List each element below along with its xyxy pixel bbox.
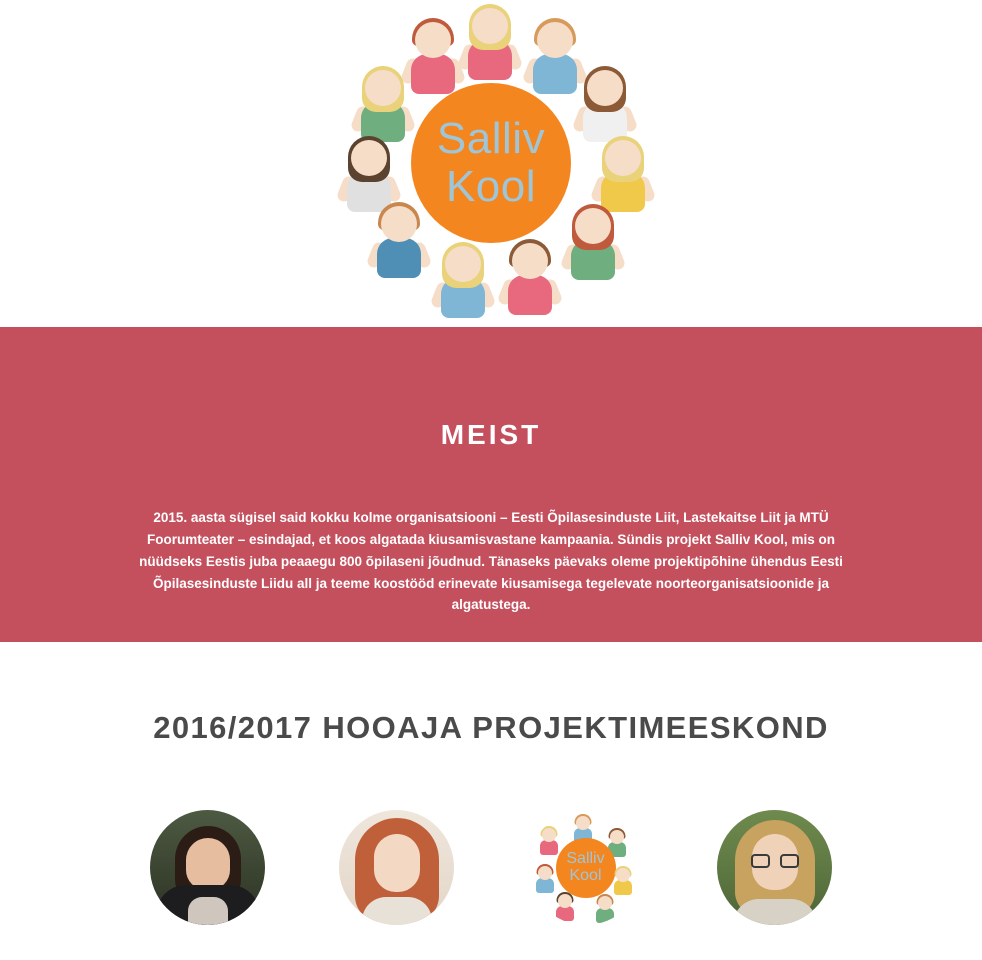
mini-logo-line1: Salliv (566, 849, 605, 867)
logo-circle (411, 83, 571, 243)
about-body-text: 2015. aasta sügisel said kokku kolme organisatsiooni – Eesti Õpilasesinduste Liit, Lastekaitse Liit ja MTÜ Foorumteater – esindajad, et koos algatada kiusamisvastane kampaania. Sündis projekt Salliv Kool, mis on nüüdseks Eestis juba peaaegu 800 õpilaseni jõudnud. Tänaseks päevaks oleme projektipõhine ühendus Eesti Õpilasesinduste Liidu all ja teeme koostööd erinevate kiusamisega tegelevate noorteorganisatsioonide ja algatustega. (139, 510, 843, 613)
mini-logo-circle (556, 838, 616, 898)
team-member-4-avatar[interactable] (717, 810, 832, 925)
logo-text-line2: Kool (445, 162, 537, 211)
team-avatars-row (0, 810, 982, 925)
child-figure (564, 208, 622, 280)
about-section (0, 327, 982, 642)
team-member-3-avatar[interactable] (528, 810, 643, 925)
salliv-kool-logo (326, 8, 656, 318)
team-member-1-avatar[interactable] (150, 810, 265, 925)
child-figure (594, 140, 652, 212)
child-figure (354, 70, 412, 142)
child-figure (340, 140, 398, 212)
team-member-2-avatar[interactable] (339, 810, 454, 925)
hero-section (0, 0, 982, 327)
team-section (0, 642, 982, 925)
child-figure (501, 243, 559, 315)
child-figure (404, 22, 462, 94)
child-figure (461, 8, 519, 80)
child-figure (576, 70, 634, 142)
team-heading: 2016/2017 HOOAJA PROJEKTIMEESKOND (153, 710, 829, 745)
child-figure (370, 206, 428, 278)
child-figure (434, 246, 492, 318)
mini-logo-line2: Kool (569, 866, 602, 884)
glasses-icon (751, 854, 799, 868)
logo-text-line1: Salliv (436, 114, 546, 164)
about-heading: MEIST (440, 419, 542, 450)
